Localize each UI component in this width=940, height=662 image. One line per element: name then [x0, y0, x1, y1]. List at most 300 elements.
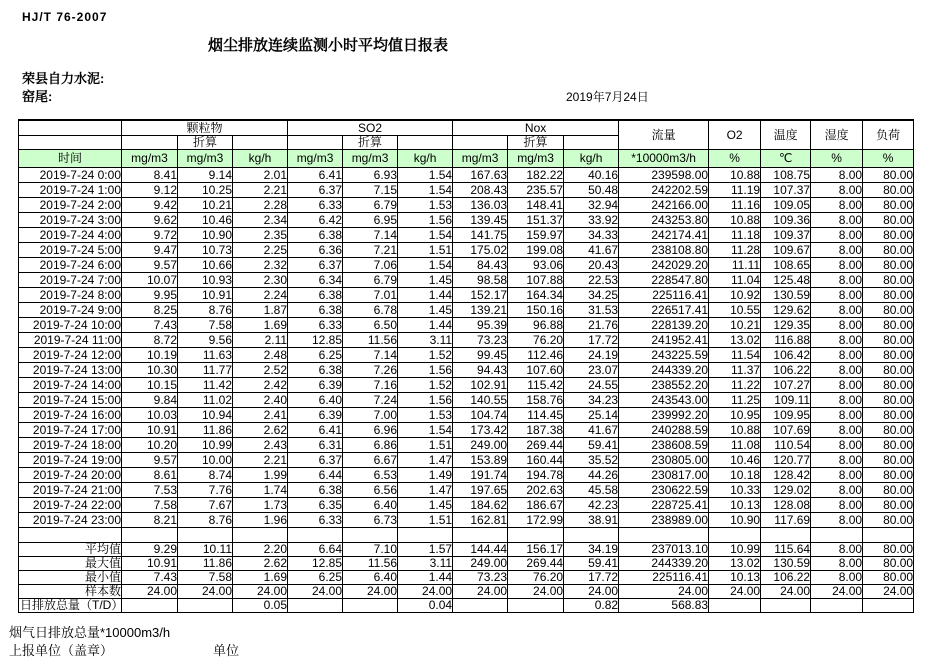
value-cell: 2.01: [233, 168, 288, 183]
value-cell: 2.32: [233, 258, 288, 273]
value-cell: 34.23: [564, 393, 619, 408]
value-cell: 139.45: [453, 213, 508, 228]
unit-so2-converted: mg/m3: [343, 150, 398, 168]
value-cell: 152.17: [453, 288, 508, 303]
data-row: [19, 228, 914, 243]
value-cell: 159.97: [508, 228, 564, 243]
company-name: 荣县自力水泥:: [22, 71, 105, 86]
value-cell: 35.52: [564, 453, 619, 468]
header-temperature: 温度: [761, 120, 811, 150]
value-cell: 116.88: [761, 333, 811, 348]
value-cell: [863, 599, 914, 613]
value-cell: 1.52: [398, 378, 453, 393]
value-cell: 13.02: [709, 333, 761, 348]
summary-label: 样本数: [19, 585, 122, 599]
data-row: [19, 258, 914, 273]
value-cell: 238989.00: [619, 513, 709, 528]
value-cell: 238552.20: [619, 378, 709, 393]
value-cell: 8.00: [811, 571, 863, 585]
value-cell: 8.00: [811, 363, 863, 378]
data-row: [19, 273, 914, 288]
value-cell: 269.44: [508, 438, 564, 453]
header-group-pm: 颗粒物: [122, 120, 288, 136]
value-cell: 8.00: [811, 543, 863, 557]
empty-cell: [863, 528, 914, 543]
header-empty-cell: [233, 136, 288, 150]
value-cell: 24.00: [122, 585, 178, 599]
empty-cell: [398, 528, 453, 543]
value-cell: 230817.00: [619, 468, 709, 483]
value-cell: 80.00: [863, 168, 914, 183]
empty-cell: [122, 528, 178, 543]
value-cell: 8.76: [178, 513, 233, 528]
value-cell: 8.00: [811, 393, 863, 408]
value-cell: 130.59: [761, 288, 811, 303]
value-cell: 11.86: [178, 557, 233, 571]
value-cell: 10.13: [709, 571, 761, 585]
value-cell: 9.57: [122, 453, 178, 468]
value-cell: 94.43: [453, 363, 508, 378]
value-cell: 80.00: [863, 303, 914, 318]
value-cell: 160.44: [508, 453, 564, 468]
value-cell: 568.83: [619, 599, 709, 613]
value-cell: 7.58: [178, 571, 233, 585]
value-cell: 3.11: [398, 557, 453, 571]
value-cell: 6.73: [343, 513, 398, 528]
value-cell: 10.91: [122, 423, 178, 438]
value-cell: 202.63: [508, 483, 564, 498]
value-cell: 117.69: [761, 513, 811, 528]
value-cell: 24.00: [761, 585, 811, 599]
value-cell: 3.11: [398, 333, 453, 348]
value-cell: 108.65: [761, 258, 811, 273]
value-cell: 10.15: [122, 378, 178, 393]
value-cell: 80.00: [863, 453, 914, 468]
value-cell: 13.02: [709, 557, 761, 571]
value-cell: 128.42: [761, 468, 811, 483]
value-cell: 194.78: [508, 468, 564, 483]
value-cell: 8.00: [811, 408, 863, 423]
value-cell: 11.56: [343, 333, 398, 348]
value-cell: 24.00: [863, 585, 914, 599]
value-cell: 10.20: [122, 438, 178, 453]
value-cell: 10.55: [709, 303, 761, 318]
standard-code: HJ/T 76-2007: [22, 10, 108, 24]
time-cell: 2019-7-24 1:00: [19, 183, 122, 198]
value-cell: 7.67: [178, 498, 233, 513]
unit-temperature: ℃: [761, 150, 811, 168]
value-cell: 10.21: [178, 198, 233, 213]
summary-label: 最大值: [19, 557, 122, 571]
data-row: [19, 498, 914, 513]
value-cell: 1.44: [398, 318, 453, 333]
value-cell: 41.67: [564, 423, 619, 438]
value-cell: 10.88: [709, 213, 761, 228]
value-cell: 45.58: [564, 483, 619, 498]
value-cell: 10.99: [178, 438, 233, 453]
value-cell: 24.00: [709, 585, 761, 599]
value-cell: 2.11: [233, 333, 288, 348]
value-cell: 106.22: [761, 571, 811, 585]
value-cell: 80.00: [863, 513, 914, 528]
value-cell: 130.59: [761, 557, 811, 571]
value-cell: 173.42: [453, 423, 508, 438]
value-cell: 0.04: [398, 599, 453, 613]
value-cell: 80.00: [863, 438, 914, 453]
value-cell: 2.40: [233, 393, 288, 408]
value-cell: 34.25: [564, 288, 619, 303]
value-cell: 7.43: [122, 571, 178, 585]
value-cell: 106.22: [761, 363, 811, 378]
value-cell: 110.54: [761, 438, 811, 453]
value-cell: 187.38: [508, 423, 564, 438]
value-cell: 114.45: [508, 408, 564, 423]
page-title: 烟尘排放连续监测小时平均值日报表: [208, 37, 449, 54]
header-row-groups: [19, 120, 914, 136]
value-cell: 80.00: [863, 378, 914, 393]
value-cell: 8.00: [811, 333, 863, 348]
header-nox-converted: 折算: [508, 136, 564, 150]
value-cell: 6.39: [288, 408, 343, 423]
value-cell: 239598.00: [619, 168, 709, 183]
value-cell: 1.69: [233, 571, 288, 585]
summary-row-daily-total: [19, 599, 914, 613]
value-cell: 80.00: [863, 468, 914, 483]
value-cell: 1.44: [398, 288, 453, 303]
value-cell: 241952.41: [619, 333, 709, 348]
value-cell: 1.45: [398, 303, 453, 318]
value-cell: 6.42: [288, 213, 343, 228]
value-cell: 8.00: [811, 318, 863, 333]
empty-cell: [619, 528, 709, 543]
value-cell: 6.78: [343, 303, 398, 318]
value-cell: 6.79: [343, 198, 398, 213]
value-cell: 11.25: [709, 393, 761, 408]
value-cell: 38.91: [564, 513, 619, 528]
header-empty-cell: [19, 120, 122, 136]
time-cell: 2019-7-24 4:00: [19, 228, 122, 243]
value-cell: 6.40: [343, 571, 398, 585]
value-cell: 7.76: [178, 483, 233, 498]
value-cell: 6.64: [288, 543, 343, 557]
value-cell: 9.62: [122, 213, 178, 228]
time-cell: 2019-7-24 23:00: [19, 513, 122, 528]
value-cell: 10.91: [122, 557, 178, 571]
header-empty-cell: [398, 136, 453, 150]
value-cell: 73.23: [453, 571, 508, 585]
empty-cell: [19, 528, 122, 543]
value-cell: 80.00: [863, 423, 914, 438]
time-cell: 2019-7-24 11:00: [19, 333, 122, 348]
value-cell: 24.00: [453, 585, 508, 599]
value-cell: 107.88: [508, 273, 564, 288]
value-cell: 12.85: [288, 557, 343, 571]
value-cell: 8.00: [811, 438, 863, 453]
value-cell: 1.51: [398, 513, 453, 528]
value-cell: 6.40: [288, 393, 343, 408]
value-cell: 2.21: [233, 453, 288, 468]
value-cell: 9.95: [122, 288, 178, 303]
value-cell: 10.13: [709, 498, 761, 513]
value-cell: 80.00: [863, 571, 914, 585]
value-cell: 2.28: [233, 198, 288, 213]
value-cell: 107.27: [761, 378, 811, 393]
data-row: [19, 483, 914, 498]
summary-row-sample-count: [19, 585, 914, 599]
spacer-row: [19, 528, 914, 543]
value-cell: 7.15: [343, 183, 398, 198]
value-cell: 6.44: [288, 468, 343, 483]
value-cell: 95.39: [453, 318, 508, 333]
value-cell: 8.00: [811, 183, 863, 198]
value-cell: 9.12: [122, 183, 178, 198]
value-cell: 8.74: [178, 468, 233, 483]
value-cell: 151.37: [508, 213, 564, 228]
value-cell: 1.54: [398, 258, 453, 273]
value-cell: 8.00: [811, 423, 863, 438]
value-cell: 6.38: [288, 483, 343, 498]
unit-pm-rate: kg/h: [233, 150, 288, 168]
value-cell: 10.90: [709, 513, 761, 528]
value-cell: 24.00: [811, 585, 863, 599]
value-cell: 104.74: [453, 408, 508, 423]
value-cell: 8.00: [811, 243, 863, 258]
value-cell: 6.38: [288, 288, 343, 303]
value-cell: 2.43: [233, 438, 288, 453]
header-empty-cell: [564, 136, 619, 150]
data-row: [19, 408, 914, 423]
value-cell: 1.53: [398, 198, 453, 213]
empty-cell: [453, 528, 508, 543]
value-cell: [288, 599, 343, 613]
value-cell: 167.63: [453, 168, 508, 183]
value-cell: 8.00: [811, 557, 863, 571]
data-row: [19, 378, 914, 393]
empty-cell: [811, 528, 863, 543]
summary-label: 平均值: [19, 543, 122, 557]
value-cell: 6.40: [343, 498, 398, 513]
value-cell: 1.87: [233, 303, 288, 318]
unit-pm-conc: mg/m3: [122, 150, 178, 168]
value-cell: 2.52: [233, 363, 288, 378]
header-flow: 流量: [619, 120, 709, 150]
data-row: [19, 183, 914, 198]
value-cell: 10.90: [178, 228, 233, 243]
value-cell: 11.02: [178, 393, 233, 408]
header-group-nox: Nox: [453, 120, 619, 136]
value-cell: 24.00: [619, 585, 709, 599]
header-group-so2: SO2: [288, 120, 453, 136]
station-name: 窑尾:: [22, 89, 53, 104]
value-cell: 8.00: [811, 513, 863, 528]
value-cell: 6.67: [343, 453, 398, 468]
value-cell: 6.41: [288, 168, 343, 183]
value-cell: 244339.20: [619, 557, 709, 571]
value-cell: 41.67: [564, 243, 619, 258]
value-cell: 10.91: [178, 288, 233, 303]
header-empty-cell: [19, 136, 122, 150]
value-cell: 10.66: [178, 258, 233, 273]
data-row: [19, 243, 914, 258]
value-cell: 244339.20: [619, 363, 709, 378]
value-cell: 24.00: [178, 585, 233, 599]
value-cell: 225116.41: [619, 571, 709, 585]
value-cell: 129.62: [761, 303, 811, 318]
value-cell: 129.35: [761, 318, 811, 333]
value-cell: 108.75: [761, 168, 811, 183]
value-cell: 175.02: [453, 243, 508, 258]
empty-cell: [343, 528, 398, 543]
empty-cell: [761, 528, 811, 543]
value-cell: 8.00: [811, 378, 863, 393]
value-cell: 80.00: [863, 258, 914, 273]
value-cell: 148.41: [508, 198, 564, 213]
value-cell: 76.20: [508, 333, 564, 348]
data-row: [19, 363, 914, 378]
value-cell: 8.00: [811, 258, 863, 273]
value-cell: 243543.00: [619, 393, 709, 408]
value-cell: 8.00: [811, 483, 863, 498]
value-cell: 106.42: [761, 348, 811, 363]
value-cell: 243253.80: [619, 213, 709, 228]
value-cell: 2.24: [233, 288, 288, 303]
value-cell: 8.00: [811, 348, 863, 363]
time-cell: 2019-7-24 3:00: [19, 213, 122, 228]
value-cell: 7.00: [343, 408, 398, 423]
value-cell: 42.23: [564, 498, 619, 513]
value-cell: 6.96: [343, 423, 398, 438]
header-so2-converted: 折算: [343, 136, 398, 150]
value-cell: 9.47: [122, 243, 178, 258]
value-cell: 238608.59: [619, 438, 709, 453]
value-cell: 8.00: [811, 303, 863, 318]
value-cell: 109.95: [761, 408, 811, 423]
value-cell: 6.79: [343, 273, 398, 288]
value-cell: 1.45: [398, 273, 453, 288]
value-cell: 25.14: [564, 408, 619, 423]
value-cell: 9.57: [122, 258, 178, 273]
value-cell: 6.37: [288, 183, 343, 198]
value-cell: 1.96: [233, 513, 288, 528]
value-cell: 120.77: [761, 453, 811, 468]
value-cell: 80.00: [863, 288, 914, 303]
value-cell: 2.21: [233, 183, 288, 198]
value-cell: 107.60: [508, 363, 564, 378]
value-cell: 8.00: [811, 213, 863, 228]
data-row: [19, 303, 914, 318]
value-cell: 1.56: [398, 363, 453, 378]
value-cell: 2.62: [233, 557, 288, 571]
value-cell: 144.44: [453, 543, 508, 557]
value-cell: 84.43: [453, 258, 508, 273]
value-cell: 7.21: [343, 243, 398, 258]
value-cell: 7.01: [343, 288, 398, 303]
value-cell: 59.41: [564, 557, 619, 571]
value-cell: 2.42: [233, 378, 288, 393]
unit-flow: *10000m3/h: [619, 150, 709, 168]
value-cell: 2.34: [233, 213, 288, 228]
value-cell: 24.19: [564, 348, 619, 363]
value-cell: 32.94: [564, 198, 619, 213]
value-cell: 20.43: [564, 258, 619, 273]
value-cell: 1.49: [398, 468, 453, 483]
time-cell: 2019-7-24 21:00: [19, 483, 122, 498]
value-cell: 10.25: [178, 183, 233, 198]
value-cell: 6.38: [288, 228, 343, 243]
value-cell: 11.42: [178, 378, 233, 393]
value-cell: 8.00: [811, 498, 863, 513]
value-cell: 7.24: [343, 393, 398, 408]
value-cell: 11.16: [709, 198, 761, 213]
value-cell: 10.46: [709, 453, 761, 468]
value-cell: 24.00: [564, 585, 619, 599]
time-cell: 2019-7-24 22:00: [19, 498, 122, 513]
time-cell: 2019-7-24 12:00: [19, 348, 122, 363]
value-cell: 109.37: [761, 228, 811, 243]
value-cell: 80.00: [863, 273, 914, 288]
value-cell: 107.69: [761, 423, 811, 438]
value-cell: [709, 599, 761, 613]
value-cell: 10.46: [178, 213, 233, 228]
unit-nox-converted: mg/m3: [508, 150, 564, 168]
value-cell: 11.18: [709, 228, 761, 243]
value-cell: 153.89: [453, 453, 508, 468]
value-cell: 8.00: [811, 168, 863, 183]
time-cell: 2019-7-24 7:00: [19, 273, 122, 288]
data-row: [19, 513, 914, 528]
value-cell: 1.54: [398, 228, 453, 243]
value-cell: 9.84: [122, 393, 178, 408]
value-cell: 8.00: [811, 288, 863, 303]
value-cell: 11.28: [709, 243, 761, 258]
value-cell: 7.10: [343, 543, 398, 557]
value-cell: 31.53: [564, 303, 619, 318]
value-cell: 11.86: [178, 423, 233, 438]
value-cell: 230622.59: [619, 483, 709, 498]
value-cell: 10.21: [709, 318, 761, 333]
value-cell: [453, 599, 508, 613]
empty-cell: [564, 528, 619, 543]
header-time: 时间: [19, 150, 122, 168]
value-cell: 6.37: [288, 453, 343, 468]
data-row: [19, 468, 914, 483]
value-cell: 10.95: [709, 408, 761, 423]
value-cell: 10.88: [709, 423, 761, 438]
value-cell: 249.00: [453, 438, 508, 453]
value-cell: 197.65: [453, 483, 508, 498]
unit-nox-rate: kg/h: [564, 150, 619, 168]
value-cell: 249.00: [453, 557, 508, 571]
value-cell: 10.88: [709, 168, 761, 183]
value-cell: 7.43: [122, 318, 178, 333]
value-cell: 172.99: [508, 513, 564, 528]
data-row: [19, 393, 914, 408]
value-cell: 10.11: [178, 543, 233, 557]
value-cell: 7.58: [122, 498, 178, 513]
value-cell: 10.93: [178, 273, 233, 288]
value-cell: 1.44: [398, 571, 453, 585]
value-cell: 59.41: [564, 438, 619, 453]
value-cell: 2.35: [233, 228, 288, 243]
data-row: [19, 318, 914, 333]
value-cell: 6.35: [288, 498, 343, 513]
value-cell: 11.56: [343, 557, 398, 571]
value-cell: 109.05: [761, 198, 811, 213]
data-row: [19, 333, 914, 348]
value-cell: 8.61: [122, 468, 178, 483]
time-cell: 2019-7-24 14:00: [19, 378, 122, 393]
value-cell: [178, 599, 233, 613]
